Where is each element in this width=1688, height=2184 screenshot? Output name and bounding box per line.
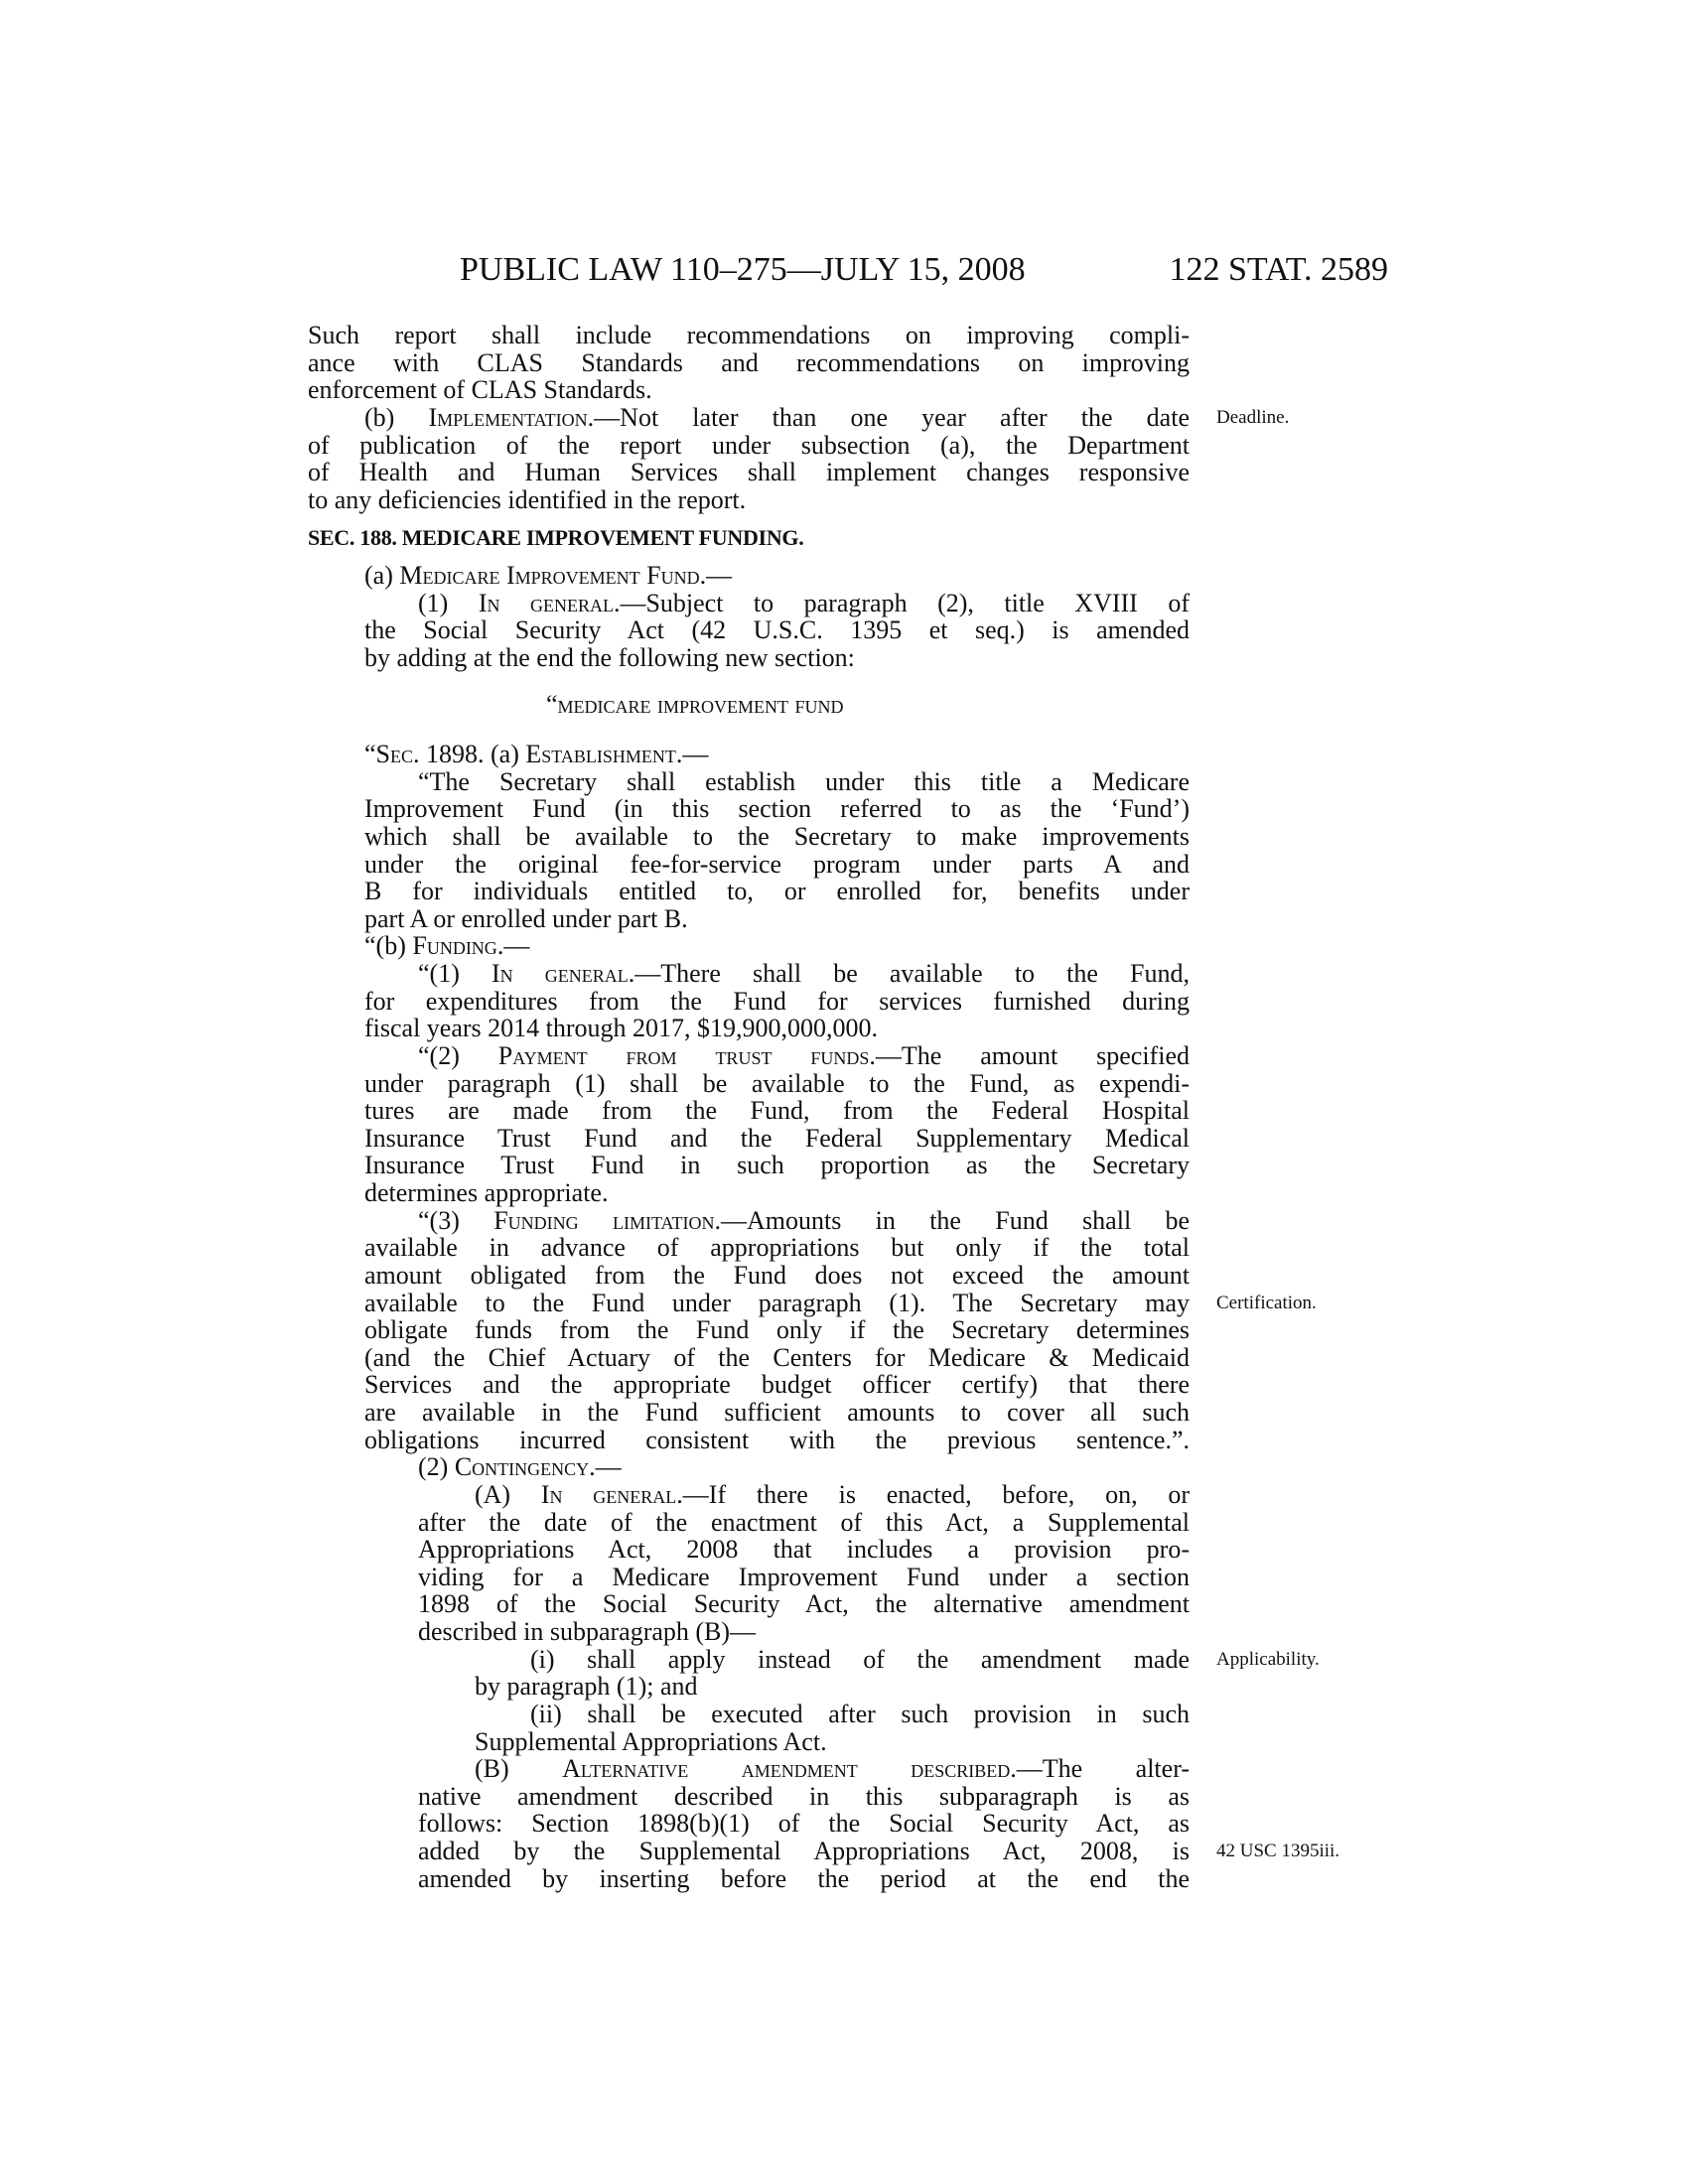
- text-line: [308, 1453, 1190, 1481]
- text-line: [308, 402, 1290, 432]
- text-line: [308, 1783, 1190, 1811]
- text-run: .—There shall be available to the Fund,: [628, 959, 1190, 988]
- text-run: viding for a Medicare Improvement Fund under a section: [418, 1562, 1190, 1591]
- text-run: Improvement Fund (in this section referred to as the ‘Fund’): [364, 794, 1190, 824]
- text-line: [308, 1810, 1190, 1838]
- text-line: [308, 1755, 1190, 1783]
- text-run: ance with CLAS Standards and recommendations on improving: [308, 347, 1190, 377]
- margin-note: 42 USC 1395iii.: [1216, 1841, 1340, 1861]
- text-run: (2): [418, 1452, 455, 1482]
- text-line: [308, 741, 1190, 768]
- text-run: follows: Section 1898(b)(1) of the Social Security Act, as: [418, 1809, 1190, 1839]
- small-caps-heading: Funding: [412, 931, 497, 961]
- text-run: Supplemental Appropriations Act.: [475, 1726, 827, 1756]
- text-line: [308, 322, 1190, 349]
- text-run: .—Amounts in the Fund shall be: [714, 1205, 1191, 1235]
- text-line: [308, 768, 1190, 796]
- text-line: [308, 1644, 1320, 1674]
- small-caps-heading: Establishment: [525, 740, 676, 768]
- text-line: [308, 823, 1190, 851]
- text-run: “: [364, 740, 376, 768]
- text-line: [308, 878, 1190, 905]
- text-run: part A or enrolled under part B.: [364, 903, 688, 933]
- text-line: [308, 1097, 1190, 1125]
- text-run: amended by inserting before the period at the end the: [418, 1863, 1190, 1893]
- text-run: Appropriations Act, 2008 that includes a provision pro-: [418, 1535, 1190, 1565]
- text-line: [308, 1865, 1190, 1893]
- small-caps-heading: Contingency: [454, 1452, 590, 1482]
- text-run: determines appropriate.: [364, 1178, 609, 1207]
- text-run: “(1): [418, 959, 492, 988]
- open-quote: “: [546, 690, 558, 719]
- text-line: [308, 1125, 1190, 1153]
- text-block-report: [308, 321, 1290, 514]
- text-line: [308, 1481, 1190, 1509]
- text-line: [308, 932, 1190, 960]
- text-line: [308, 851, 1190, 879]
- text-line: [308, 459, 1190, 486]
- text-line: [308, 1179, 1190, 1207]
- text-line: [308, 1618, 1190, 1646]
- section-heading: SEC. 188. MEDICARE IMPROVEMENT FUNDING.: [308, 525, 804, 550]
- text-line: [308, 1316, 1190, 1344]
- text-run: of Health and Human Services shall implement changes responsive: [308, 458, 1190, 487]
- text-line: [308, 1371, 1190, 1399]
- text-run: .—The alter-: [1010, 1754, 1190, 1784]
- text-run: “(3): [418, 1205, 494, 1235]
- text-run: .—: [675, 740, 709, 768]
- small-caps-heading: Sec: [375, 740, 414, 768]
- text-run: Such report shall include recommendations on improving compli-: [308, 321, 1190, 349]
- text-run: which shall be available to the Secretary to make improvements: [364, 821, 1190, 851]
- text-line: [308, 1042, 1190, 1070]
- text-line: [308, 795, 1190, 823]
- text-run: added by the Supplemental Appropriations Act, 2008, is: [418, 1837, 1190, 1865]
- text-run: of publication of the report under subsection (a), the Department: [308, 430, 1190, 460]
- text-run: Insurance Trust Fund in such proportion as the Secretary: [364, 1151, 1190, 1180]
- margin-note: Deadline.: [1216, 406, 1290, 428]
- text-line: [308, 1701, 1190, 1728]
- text-run: by adding at the end the following new section:: [364, 642, 855, 672]
- text-run: to any deficiencies identified in the report.: [308, 484, 747, 514]
- text-run: for expenditures from the Fund for services furnished during: [364, 986, 1190, 1016]
- text-line: [308, 1536, 1190, 1564]
- margin-note: Applicability.: [1216, 1648, 1320, 1670]
- text-run: .—: [589, 1452, 622, 1482]
- text-run: (A): [475, 1479, 541, 1509]
- text-run: B for individuals entitled to, or enrolled for, benefits under: [364, 877, 1190, 906]
- small-caps-heading: In general: [478, 588, 614, 617]
- text-line: [308, 1673, 1190, 1701]
- margin-note: Certification.: [1216, 1292, 1317, 1313]
- text-run: “(b): [364, 931, 413, 961]
- text-run: native amendment described in this subparagraph is as: [418, 1781, 1190, 1811]
- text-run: “The Secretary shall establish under this title a Medicare: [418, 766, 1190, 796]
- text-line: [308, 1288, 1317, 1317]
- text-run: by paragraph (1); and: [475, 1672, 698, 1702]
- center-heading: [546, 691, 844, 719]
- text-run: (B): [475, 1754, 563, 1784]
- text-line: [308, 376, 1190, 404]
- text-run: described in subparagraph (B)—: [418, 1617, 757, 1646]
- text-line: [308, 1070, 1190, 1098]
- text-run: available in advance of appropriations but only if the total: [364, 1233, 1190, 1263]
- text-line: [308, 562, 1190, 590]
- text-run: (b): [364, 402, 429, 432]
- text-line: [308, 1015, 1190, 1042]
- text-line: [308, 590, 1190, 617]
- text-line: [308, 1564, 1190, 1591]
- text-line: [308, 486, 1190, 514]
- text-run: .—If there is enacted, before, on, or: [676, 1479, 1190, 1509]
- text-run: Services and the appropriate budget officer certify) that there: [364, 1370, 1190, 1400]
- text-line: [308, 616, 1190, 644]
- text-run: tures are made from the Fund, from the Federal Hospital: [364, 1096, 1190, 1126]
- text-run: (and the Chief Actuary of the Centers for Medicare & Medicaid: [364, 1342, 1190, 1372]
- text-line: [308, 1427, 1190, 1454]
- text-line: [308, 1399, 1190, 1427]
- small-caps-heading: Payment from trust funds: [497, 1040, 870, 1070]
- text-run: the Social Security Act (42 U.S.C. 1395 et seq.) is amended: [364, 615, 1190, 645]
- text-line: [308, 988, 1190, 1016]
- text-run: .—The amount specified: [869, 1040, 1190, 1070]
- small-caps-heading: Medicare Improvement Fund: [399, 561, 700, 590]
- text-line: [308, 1509, 1190, 1537]
- text-run: (i) shall apply instead of the amendment made: [530, 1644, 1190, 1674]
- text-line: [308, 1234, 1190, 1262]
- text-run: obligate funds from the Fund only if the Secretary determines: [364, 1315, 1190, 1345]
- small-caps-heading: In general: [540, 1479, 677, 1509]
- text-line: [308, 432, 1190, 460]
- text-run: .—: [699, 561, 733, 590]
- small-caps-heading: Implementation: [428, 402, 588, 432]
- text-run: .—Subject to paragraph (2), title XVIII of: [613, 588, 1190, 617]
- text-line: [308, 1207, 1190, 1235]
- text-run: under paragraph (1) shall be available to the Fund, as expendi-: [364, 1068, 1190, 1098]
- text-line: [308, 905, 1190, 933]
- text-line: [308, 960, 1190, 988]
- statute-page-number: 122 STAT. 2589: [1169, 251, 1388, 288]
- text-run: .—Not later than one year after the date: [587, 402, 1190, 432]
- text-line: [308, 1262, 1190, 1290]
- text-run: . 1898. (a): [413, 740, 526, 768]
- center-heading-text: medicare improvement fund: [557, 690, 844, 719]
- text-line: [308, 1152, 1190, 1179]
- small-caps-heading: In general: [491, 959, 629, 988]
- text-run: under the original fee-for-service program under parts A and: [364, 849, 1190, 879]
- text-run: available to the Fund under paragraph (1). The Secretary may: [364, 1288, 1190, 1317]
- text-run: fiscal years 2014 through 2017, $19,900,000,000.: [364, 1014, 879, 1043]
- text-run: amount obligated from the Fund does not exceed the amount: [364, 1260, 1190, 1290]
- text-run: “(2): [418, 1040, 498, 1070]
- text-run: 1898 of the Social Security Act, the alternative amendment: [418, 1589, 1190, 1619]
- text-line: [308, 1728, 1190, 1756]
- text-run: after the date of the enactment of this Act, a Supplemental: [418, 1507, 1190, 1537]
- text-line: [308, 1837, 1340, 1865]
- text-line: [308, 1590, 1190, 1618]
- text-run: (a): [364, 561, 400, 590]
- text-line: [308, 1344, 1190, 1372]
- text-run: obligations incurred consistent with the previous sentence.”.: [364, 1425, 1190, 1454]
- small-caps-heading: Alternative amendment described: [562, 1754, 1011, 1784]
- text-block-medicare-fund-amendment: [308, 562, 1190, 672]
- text-run: (1): [418, 588, 479, 617]
- text-run: Insurance Trust Fund and the Federal Supplementary Medical: [364, 1123, 1190, 1153]
- text-line: [308, 644, 1190, 672]
- running-head-title: PUBLIC LAW 110–275—JULY 15, 2008: [460, 251, 1026, 288]
- text-run: are available in the Fund sufficient amounts to cover all such: [364, 1398, 1190, 1427]
- text-block-section-1898: [308, 740, 1340, 1893]
- small-caps-heading: Funding limitation: [493, 1205, 715, 1235]
- text-run: (ii) shall be executed after such provision in such: [530, 1699, 1190, 1728]
- text-run: .—: [496, 931, 530, 961]
- text-line: [308, 349, 1190, 377]
- text-run: enforcement of CLAS Standards.: [308, 375, 652, 405]
